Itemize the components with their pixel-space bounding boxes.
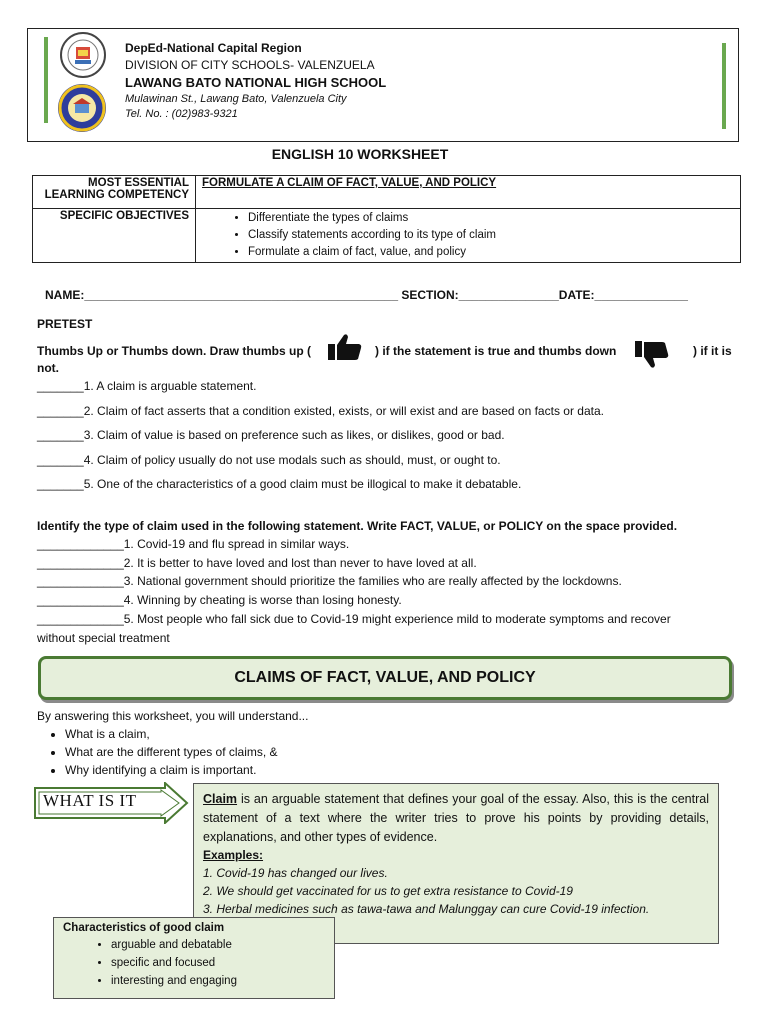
intro-point: • What are the different types of claims, & <box>65 743 278 761</box>
pretest-item: _______3. Claim of value is based on preference such as likes, or dislikes, good or bad. <box>37 428 505 442</box>
characteristic-item: • interesting and engaging <box>111 972 325 990</box>
division-seal-icon <box>60 32 106 78</box>
identify-item: _____________3. National government should prioritize the families who are really affected by the lockdowns. <box>37 574 622 588</box>
right-accent-bar <box>722 43 726 129</box>
pretest-item: _______1. A claim is arguable statement. <box>37 379 257 393</box>
thumbs-up-icon <box>327 333 363 364</box>
worksheet-title: ENGLISH 10 WORKSHEET <box>271 146 449 162</box>
objective-item: • Classify statements according to its type of claim <box>248 227 734 244</box>
claim-example: 1. Covid-19 has changed our lives. <box>203 866 388 880</box>
objectives-cell <box>196 209 741 263</box>
competency-table <box>32 175 741 263</box>
thumbs-down-icon <box>634 340 670 373</box>
school-seal-icon <box>58 84 106 132</box>
objectives-list <box>202 210 734 261</box>
examples-label: Examples: <box>203 848 264 862</box>
identify-item-continuation: without special treatment <box>37 631 170 645</box>
identify-instruction: Identify the type of claim used in the following statement. Write FACT, VALUE, or POLICY on the space provided. <box>37 519 678 533</box>
school-address: Mulawinan St., Lawang Bato, Valenzuela City <box>125 93 347 105</box>
characteristics-list <box>63 936 325 990</box>
pretest-instruction-mid: ) if the statement is true and thumbs down <box>375 344 617 358</box>
claim-term: Claim <box>203 792 238 806</box>
pretest-instruction: Thumbs Up or Thumbs down. Draw thumbs up ( <box>37 344 311 358</box>
region-text: DepEd-National Capital Region <box>125 41 302 55</box>
left-accent-bar <box>44 37 48 123</box>
name-section-date-line: NAME:_______________________________________________ SECTION:_______________DATE:______________ <box>45 288 688 302</box>
intro-points <box>37 725 278 779</box>
claim-example: 2. We should get vaccinated for us to get extra resistance to Covid-19 <box>203 884 573 898</box>
characteristic-item: • specific and focused <box>111 954 325 972</box>
objective-item: • Formulate a claim of fact, value, and policy <box>248 244 734 261</box>
division-text: DIVISION OF CITY SCHOOLS- VALENZUELA <box>125 58 375 72</box>
pretest-instruction-end: ) if it is <box>693 344 732 358</box>
objectives-label: SPECIFIC OBJECTIVES <box>33 209 196 263</box>
pretest-instruction-cont: not. <box>37 361 59 375</box>
what-is-it-label: WHAT IS IT <box>43 791 137 810</box>
intro-point: • Why identifying a claim is important. <box>65 761 278 779</box>
pretest-item: _______2. Claim of fact asserts that a condition existed, exists, or will exist and are based on facts or data. <box>37 404 604 418</box>
pretest-item: _______5. One of the characteristics of a good claim must be illogical to make it debatable. <box>37 477 522 491</box>
competency-value: FORMULATE A CLAIM OF FACT, VALUE, AND POLICY <box>196 176 741 209</box>
claim-definition-text: is an arguable statement that defines your goal of the essay. Also, this is the central statement of a text where the writer tries to prove his points by providing details, explanations, and other types of evidence. <box>203 792 709 844</box>
school-header <box>27 28 739 142</box>
identify-item: _____________5. Most people who fall sick due to Covid-19 might experience mild to moderate symptoms and recover <box>37 612 671 626</box>
competency-label: MOST ESSENTIAL LEARNING COMPETENCY <box>33 176 196 209</box>
what-is-it-arrow <box>33 782 189 827</box>
characteristic-item: • arguable and debatable <box>111 936 325 954</box>
school-name: LAWANG BATO NATIONAL HIGH SCHOOL <box>125 75 387 90</box>
characteristics-title: Characteristics of good claim <box>63 922 225 934</box>
identify-item: _____________1. Covid-19 and flu spread in similar ways. <box>37 537 350 551</box>
pretest-heading: PRETEST <box>37 317 93 331</box>
objective-item: • Differentiate the types of claims <box>248 210 734 227</box>
characteristics-box <box>53 917 335 999</box>
claim-example: 3. Herbal medicines such as tawa-tawa and Malunggay can cure Covid-19 infection. <box>203 902 650 916</box>
identify-item: _____________4. Winning by cheating is worse than losing honesty. <box>37 593 402 607</box>
claim-definition <box>203 790 709 847</box>
pretest-item: _______4. Claim of policy usually do not use modals such as should, must, or ought to. <box>37 453 501 467</box>
section-banner: CLAIMS OF FACT, VALUE, AND POLICY <box>38 656 732 700</box>
school-tel: Tel. No. : (02)983-9321 <box>125 108 238 120</box>
intro-lead: By answering this worksheet, you will understand... <box>37 709 309 723</box>
intro-point: • What is a claim, <box>65 725 278 743</box>
identify-item: _____________2. It is better to have loved and lost than never to have loved at all. <box>37 556 477 570</box>
